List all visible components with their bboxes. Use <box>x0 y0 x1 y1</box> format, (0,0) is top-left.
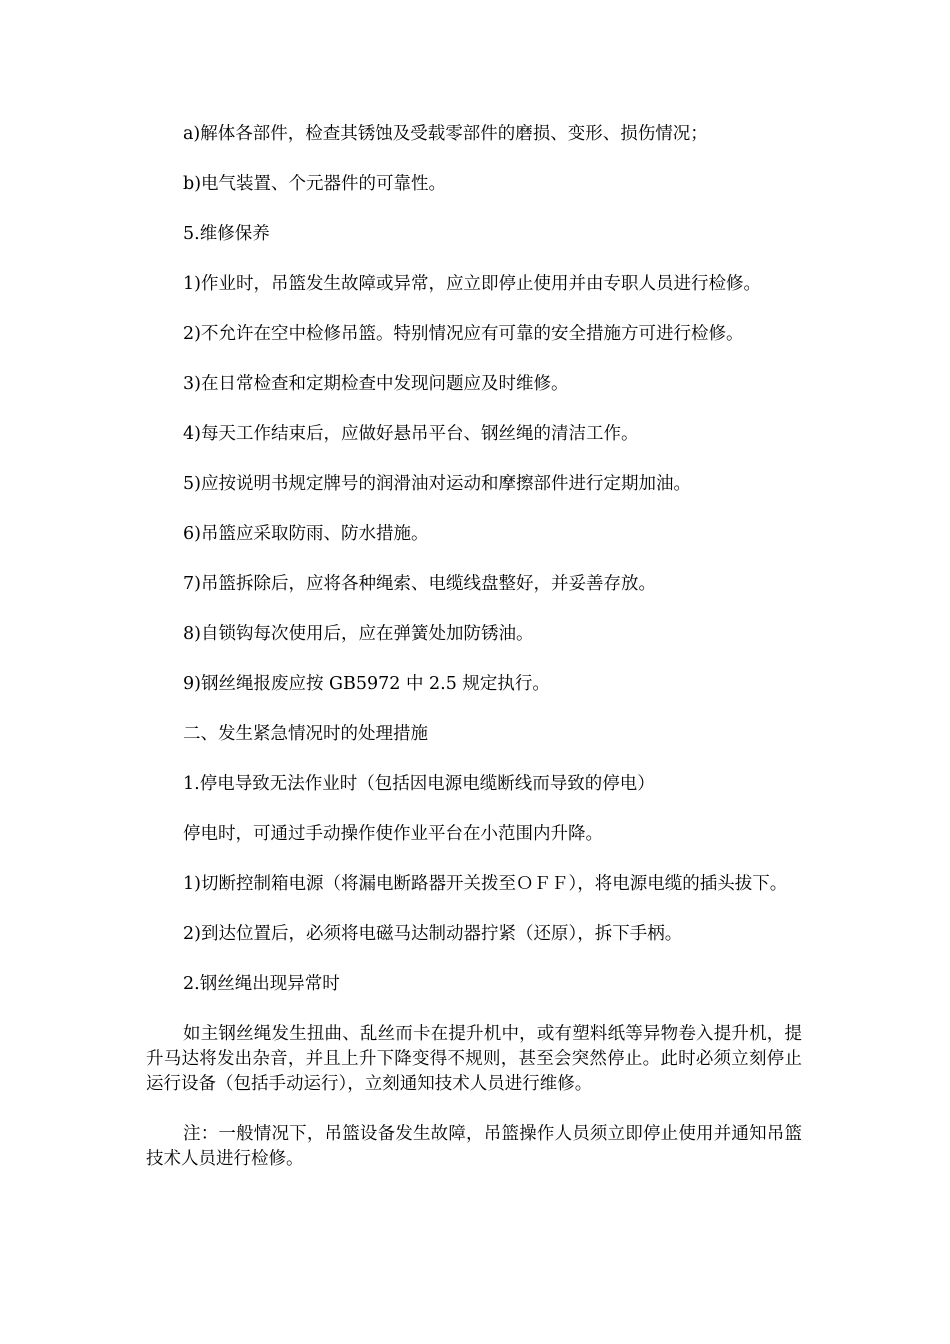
paragraph-maintenance-7: 7)吊篮拆除后，应将各种绳索、电缆线盘整好，并妥善存放。 <box>183 574 656 594</box>
paragraph-maintenance-8: 8)自锁钩每次使用后，应在弹簧处加防锈油。 <box>183 624 534 644</box>
document-page <box>146 122 802 1197</box>
paragraph-power-outage-intro: 停电时，可通过手动操作使作业平台在小范围内升降。 <box>183 824 603 844</box>
paragraph-maintenance-1: 1)作业时，吊篮发生故障或异常，应立即停止使用并由专职人员进行检修。 <box>183 274 761 294</box>
paragraph-maintenance-6: 6)吊篮应采取防雨、防水措施。 <box>183 524 429 544</box>
paragraph-maintenance-9: 9)钢丝绳报废应按 GB5972 中 2.5 规定执行。 <box>183 674 550 694</box>
paragraph-power-outage-2: 2)到达位置后，必须将电磁马达制动器拧紧（还原），拆下手柄。 <box>183 924 683 944</box>
subheading-power-outage: 1.停电导致无法作业时（包括因电源电缆断线而导致的停电） <box>183 774 655 794</box>
paragraph-wire-rope-abnormal: 如主钢丝绳发生扭曲、乱丝而卡在提升机中，或有塑料纸等异物卷入提升机，提升马达将发出杂音，并且上升下降变得不规则，甚至会突然停止。此时必须立刻停止运行设备（包括手动运行），立刻通知技术人员进行维修。 <box>146 1024 802 1094</box>
section-heading-emergency: 二、发生紧急情况时的处理措施 <box>183 724 428 744</box>
subheading-wire-rope-abnormal: 2.钢丝绳出现异常时 <box>183 974 340 994</box>
paragraph-maintenance-4: 4)每天工作结束后，应做好悬吊平台、钢丝绳的清洁工作。 <box>183 424 639 444</box>
paragraph-maintenance-5: 5)应按说明书规定牌号的润滑油对运动和摩擦部件进行定期加油。 <box>183 474 691 494</box>
paragraph-electrical-reliability: b)电气装置、个元器件的可靠性。 <box>183 174 447 194</box>
paragraph-maintenance-3: 3)在日常检查和定期检查中发现问题应及时维修。 <box>183 374 569 394</box>
paragraph-power-outage-1: 1)切断控制箱电源（将漏电断路器开关拨至ＯＦＦ），将电源电缆的插头拔下。 <box>183 874 788 894</box>
paragraph-maintenance-2: 2)不允许在空中检修吊篮。特别情况应有可靠的安全措施方可进行检修。 <box>183 324 744 344</box>
paragraph-note: 注：一般情况下，吊篮设备发生故障，吊篮操作人员须立即停止使用并通知吊篮技术人员进行检修。 <box>146 1124 802 1169</box>
section-heading-maintenance: 5.维修保养 <box>183 224 270 244</box>
paragraph-inspection-parts: a)解体各部件，检查其锈蚀及受载零部件的磨损、变形、损伤情况； <box>183 124 708 144</box>
